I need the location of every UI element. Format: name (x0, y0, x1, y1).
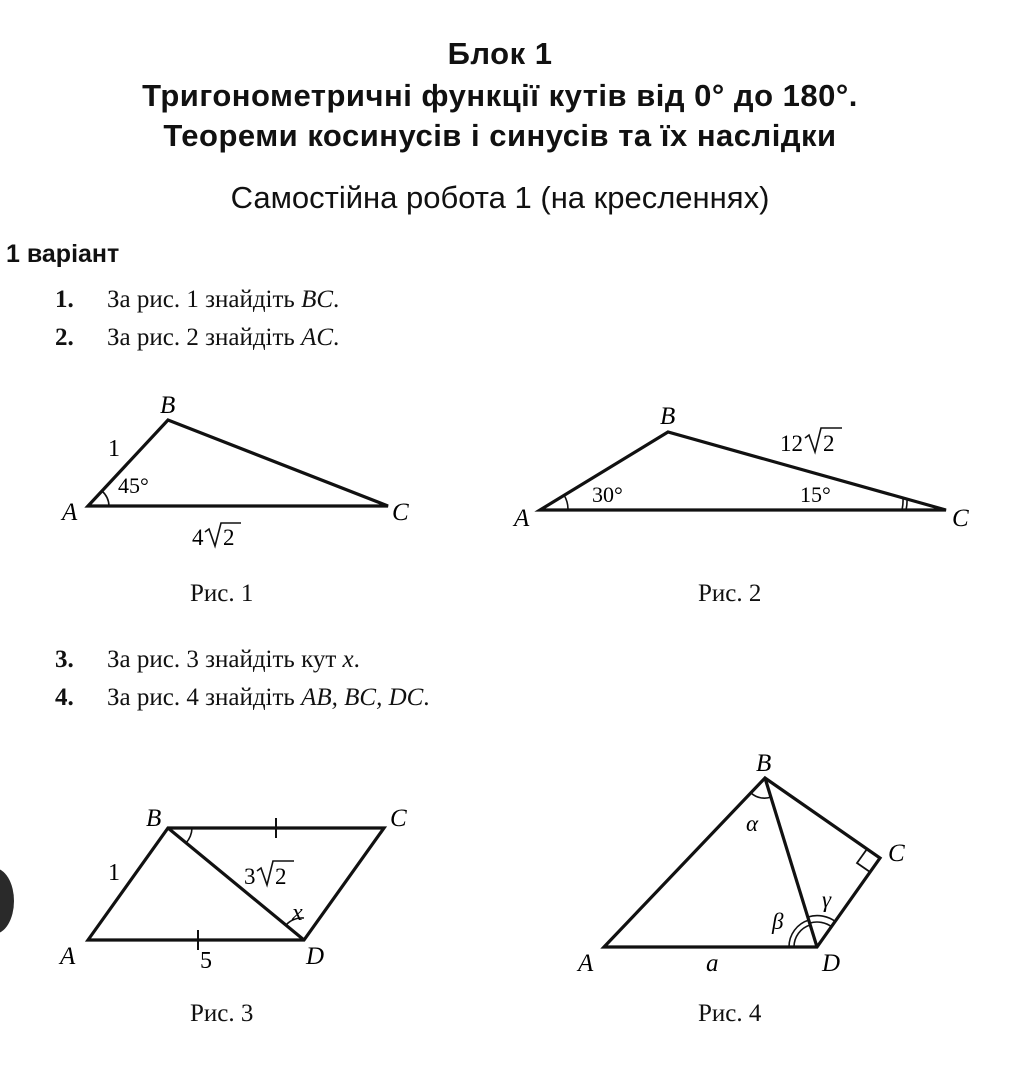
figure-4 (570, 745, 930, 985)
caption-fig-3: Рис. 3 (190, 1000, 254, 1027)
task-3 (55, 646, 360, 674)
angle-x-label: x (292, 900, 303, 926)
vertex-d-label: D (822, 950, 841, 977)
alpha-arc (751, 793, 771, 798)
task-text: За рис. 1 знайдіть (107, 286, 295, 313)
right-angle-mark-c (857, 849, 870, 872)
alpha-label: α (746, 811, 759, 836)
diag-coef: 3 (244, 864, 256, 889)
task-number: 4. (55, 684, 74, 711)
task-4 (55, 684, 430, 712)
vertex-a-label: A (578, 950, 594, 977)
task-end: . (353, 646, 360, 673)
gamma-arc-1 (810, 922, 832, 927)
angle-a-label: 30° (592, 482, 623, 507)
figure-3 (40, 790, 420, 990)
task-2 (55, 324, 339, 352)
side-ac-coef: 4 (192, 525, 204, 550)
angle-a-label: 45° (118, 473, 149, 498)
vertex-a-label: A (514, 505, 530, 532)
vertex-d-label: D (306, 943, 325, 970)
variant-heading: 1 варіант (6, 240, 120, 268)
figure-2 (500, 390, 1000, 550)
vertex-a-label: A (62, 499, 78, 526)
vertex-b-label: B (146, 805, 162, 832)
vertex-c-label: C (952, 505, 969, 532)
vertex-c-label: C (390, 805, 407, 832)
side-ab-label: 1 (108, 436, 120, 462)
vertex-b-label: B (756, 750, 772, 777)
topic-line-1: Тригонометричні функції кутів від 0° до 180°. (142, 78, 858, 113)
side-ac-rad: 2 (223, 525, 235, 550)
vertex-b-label: B (160, 392, 176, 419)
task-target: x (342, 646, 354, 673)
gamma-label: γ (822, 887, 832, 912)
task-target: AC (301, 324, 334, 351)
task-end: . (333, 324, 340, 351)
figure-1 (0, 380, 480, 560)
angle-c-arc-1 (906, 499, 907, 510)
angle-c-label: 15° (800, 482, 831, 507)
task-1 (55, 286, 339, 314)
quadrilateral-abcd (604, 778, 880, 947)
task-end: . (423, 684, 430, 711)
topic-line-2: Теореми косинусів і синусів та їх наслідки (163, 118, 837, 153)
task-number: 2. (55, 324, 74, 351)
vertex-c-label: C (888, 840, 905, 867)
vertex-b-label: B (660, 403, 676, 430)
side-ad-label: 5 (200, 948, 212, 974)
side-bc-rad: 2 (823, 431, 835, 456)
angle-a-arc (564, 495, 568, 510)
side-bc-coef: 12 (780, 431, 803, 456)
caption-fig-2: Рис. 2 (698, 580, 762, 607)
block-title: Блок 1 (447, 36, 553, 71)
vertex-a-label: A (60, 943, 76, 970)
angle-b-arc (186, 828, 192, 843)
gamma-arc-2 (808, 916, 836, 922)
beta-label: β (772, 909, 784, 934)
angle-c-arc-2 (902, 498, 903, 510)
work-title: Самостійна робота 1 (на кресленнях) (230, 180, 770, 215)
caption-fig-4: Рис. 4 (698, 1000, 762, 1027)
page-edge-shadow (0, 868, 14, 934)
vertex-c-label: C (392, 499, 409, 526)
side-ad-label: a (706, 950, 719, 977)
task-target: AB, BC, DC (301, 684, 424, 711)
diag-rad: 2 (275, 864, 287, 889)
task-text: За рис. 2 знайдіть (107, 324, 295, 351)
task-end: . (333, 286, 340, 313)
task-number: 1. (55, 286, 74, 313)
side-ab-label: 1 (108, 860, 120, 886)
task-target: BC (301, 286, 334, 313)
angle-a-arc (102, 491, 109, 506)
task-number: 3. (55, 646, 74, 673)
caption-fig-1: Рис. 1 (190, 580, 254, 607)
task-text: За рис. 4 знайдіть (107, 684, 295, 711)
task-text: За рис. 3 знайдіть кут (107, 646, 337, 673)
